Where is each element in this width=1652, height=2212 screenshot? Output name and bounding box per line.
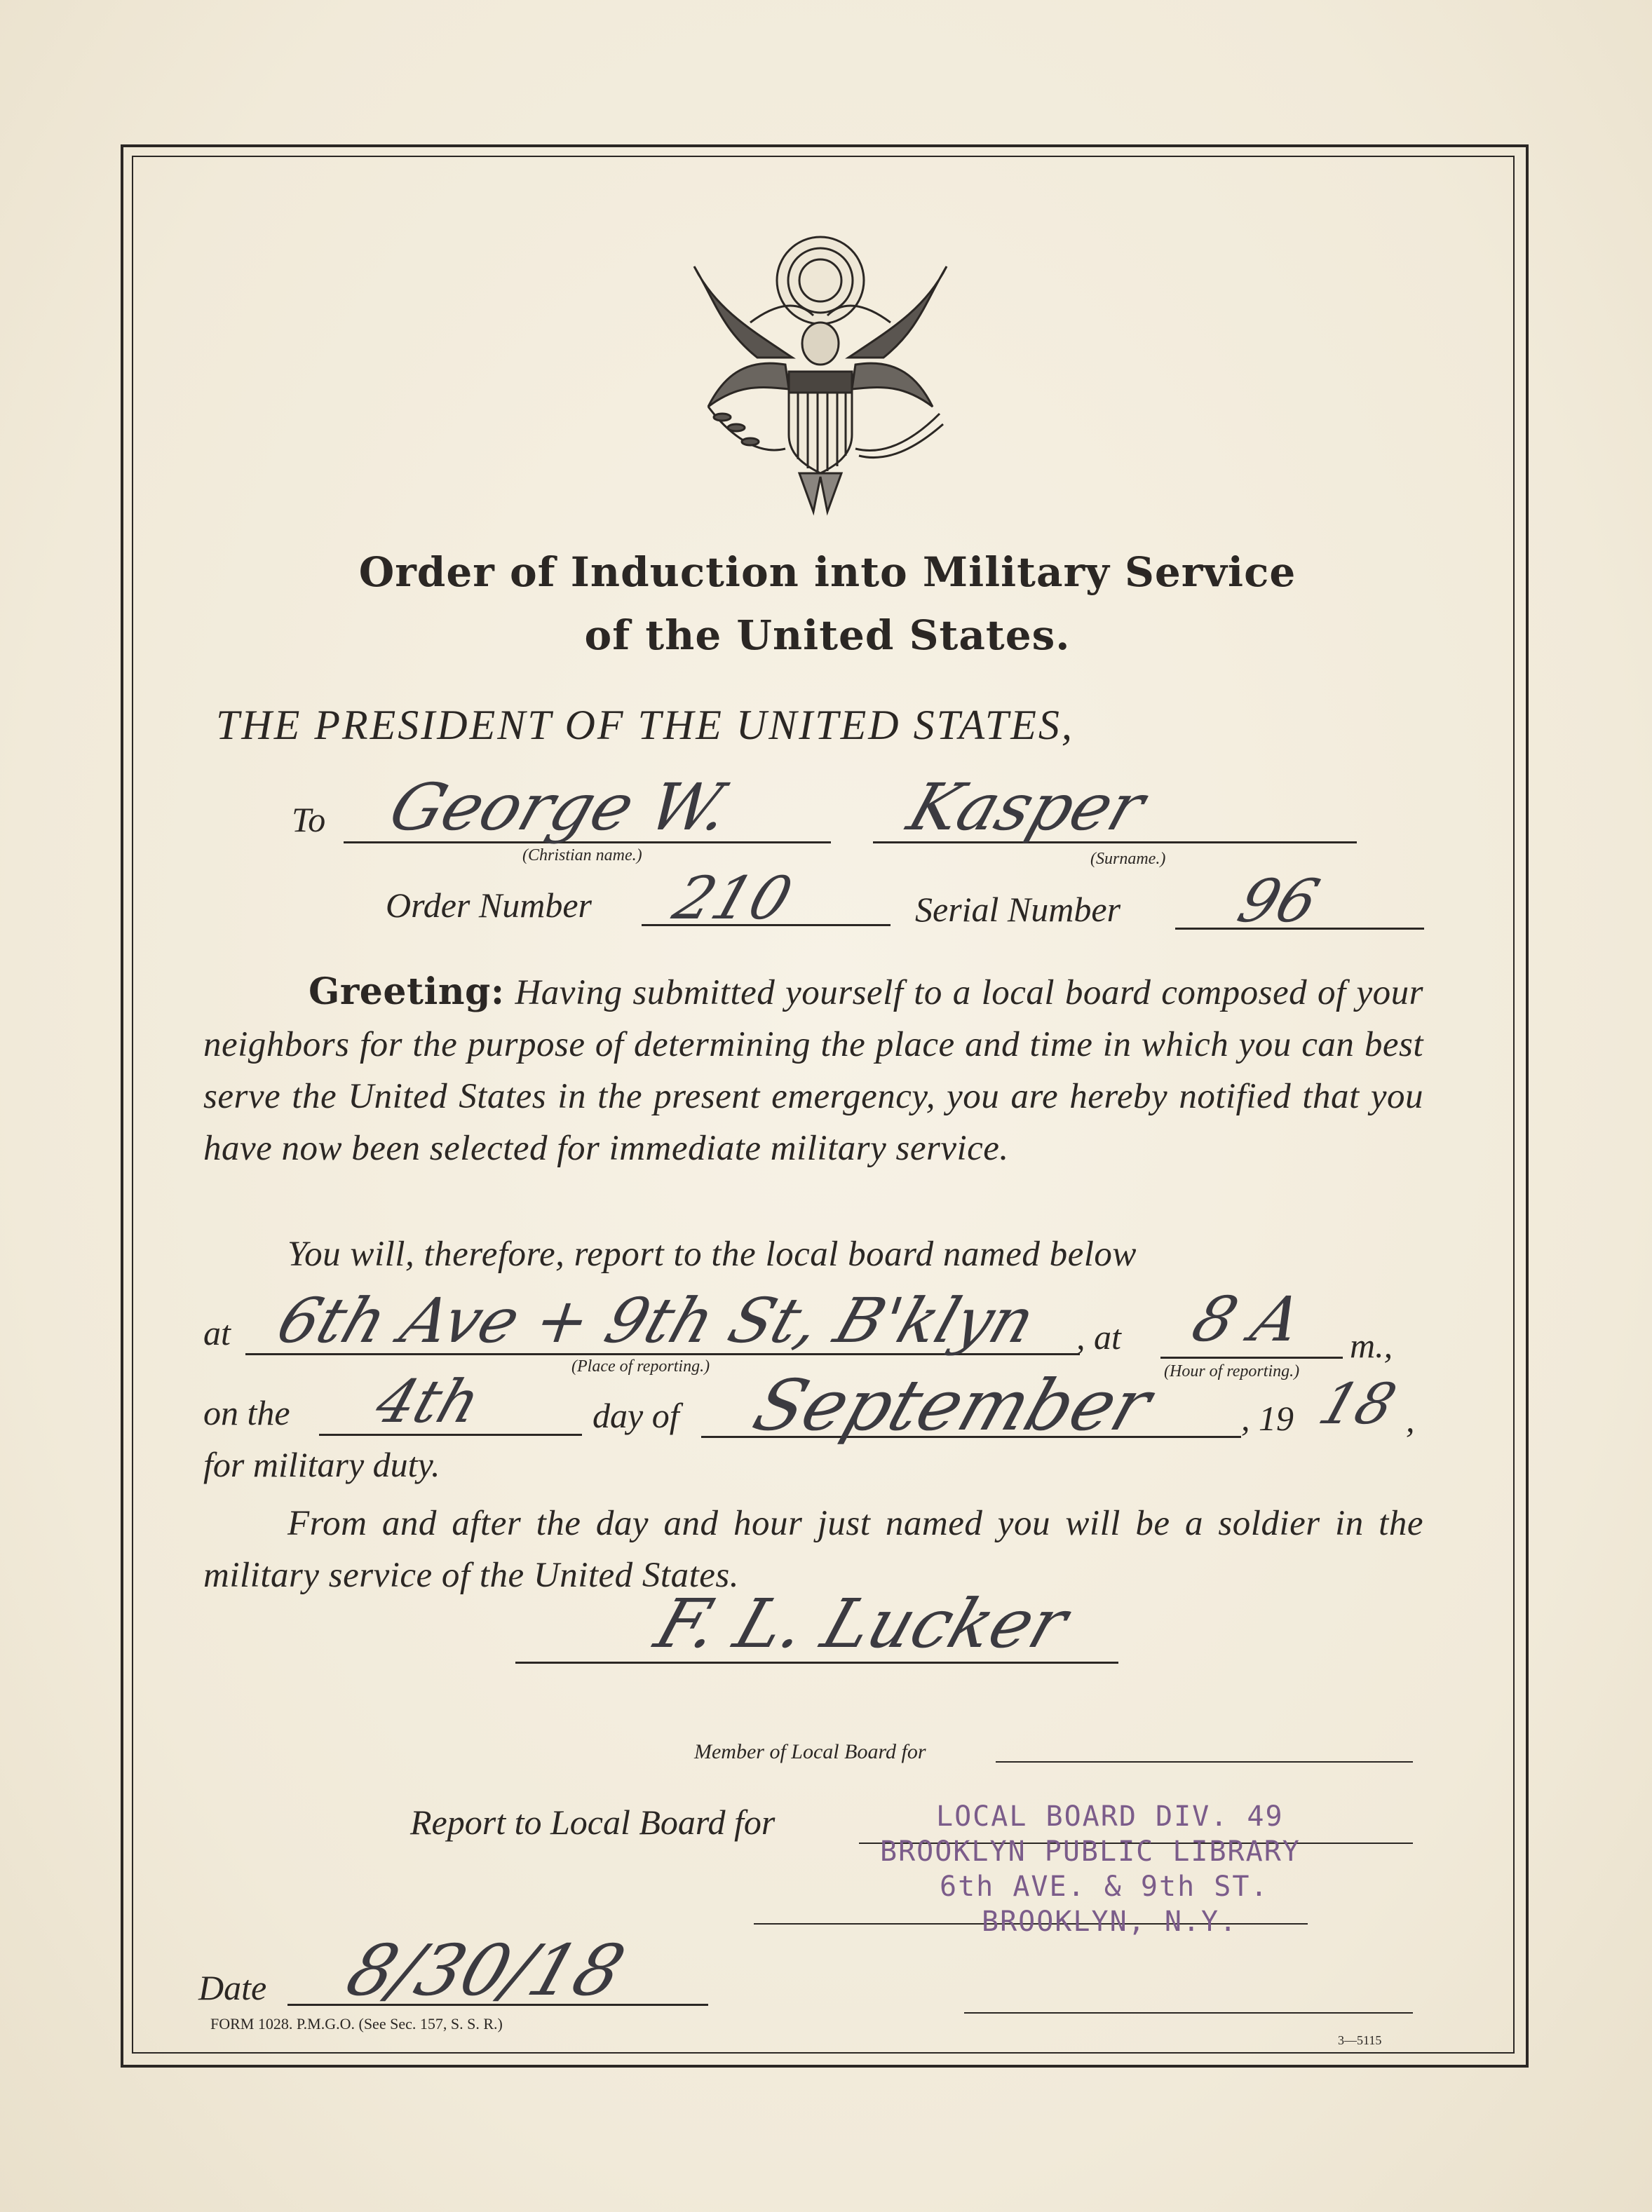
greeting-heading: Greeting: — [309, 970, 505, 1013]
greeting-paragraph — [203, 966, 1423, 1174]
christian-name-caption: (Christian name.) — [522, 846, 642, 864]
board-member-signature: F. L. Lucker — [646, 1585, 1077, 1663]
place-value: 6th Ave + 9th St, B'klyn — [269, 1284, 1044, 1357]
closing-paragraph: From and after the day and hour just named you will be a soldier in the military service of the United States. — [203, 1504, 1423, 1595]
hour-value: 8 A — [1184, 1283, 1311, 1355]
signature-line — [515, 1662, 1118, 1664]
date-label: Date — [198, 1968, 267, 2007]
place-caption: (Place of reporting.) — [571, 1357, 710, 1376]
order-number-label: Order Number — [386, 886, 592, 925]
to-label: To — [292, 800, 326, 839]
member-line — [996, 1761, 1413, 1763]
at-label: at — [203, 1313, 231, 1352]
military-duty-text: for military duty. — [203, 1445, 440, 1484]
blank-line-bottom — [964, 2012, 1413, 2014]
stamp-line4: BROOKLYN, N.Y. — [982, 1906, 1238, 1938]
hour-line — [1160, 1357, 1343, 1359]
m-label: m., — [1350, 1326, 1393, 1365]
order-number-value: 210 — [665, 864, 801, 932]
surname-caption: (Surname.) — [1090, 850, 1166, 868]
christian-name-value: George W. — [380, 770, 740, 845]
report-to-label: Report to Local Board for — [410, 1803, 776, 1842]
year-value: 18 — [1311, 1371, 1404, 1437]
year-prefix: , 19 — [1241, 1399, 1294, 1438]
day-value: 4th — [367, 1367, 489, 1436]
great-seal-emblem — [673, 224, 968, 526]
serial-number-label: Serial Number — [915, 890, 1121, 929]
document-title-line2: of the United States. — [584, 611, 1071, 659]
member-label: Member of Local Board for — [694, 1740, 926, 1763]
on-the-label: on the — [203, 1393, 290, 1432]
surname-value: Kasper — [899, 770, 1154, 845]
year-end: , — [1406, 1400, 1415, 1439]
stamp-line2: BROOKLYN PUBLIC LIBRARY — [880, 1836, 1301, 1868]
greeting-body: Having submitted yourself to a local board composed of your neighbors for the purpose of determining the place and time in which you can best serve the United States in the present emergency, you are hereby notified that you have now been selected for immediate military service. — [203, 973, 1423, 1168]
form-info: FORM 1028. P.M.G.O. (See Sec. 157, S. S. R.) — [210, 2015, 503, 2033]
stamp-line3: 6th AVE. & 9th ST. — [940, 1871, 1269, 1903]
document-title-line1: Order of Induction into Military Service — [358, 548, 1296, 596]
print-code: 3—5115 — [1338, 2033, 1382, 2047]
president-salutation: THE PRESIDENT OF THE UNITED STATES, — [216, 702, 1074, 748]
hour-caption: (Hour of reporting.) — [1164, 1362, 1300, 1380]
stamp-line1: LOCAL BOARD DIV. 49 — [936, 1800, 1284, 1833]
month-value: September — [743, 1364, 1161, 1446]
day-of-label: day of — [593, 1396, 679, 1435]
date-value: 8/30/18 — [337, 1929, 635, 2011]
at2-label: , at — [1076, 1317, 1121, 1357]
serial-number-value: 96 — [1230, 867, 1327, 935]
report-intro: You will, therefore, report to the local board named below — [287, 1235, 1137, 1274]
